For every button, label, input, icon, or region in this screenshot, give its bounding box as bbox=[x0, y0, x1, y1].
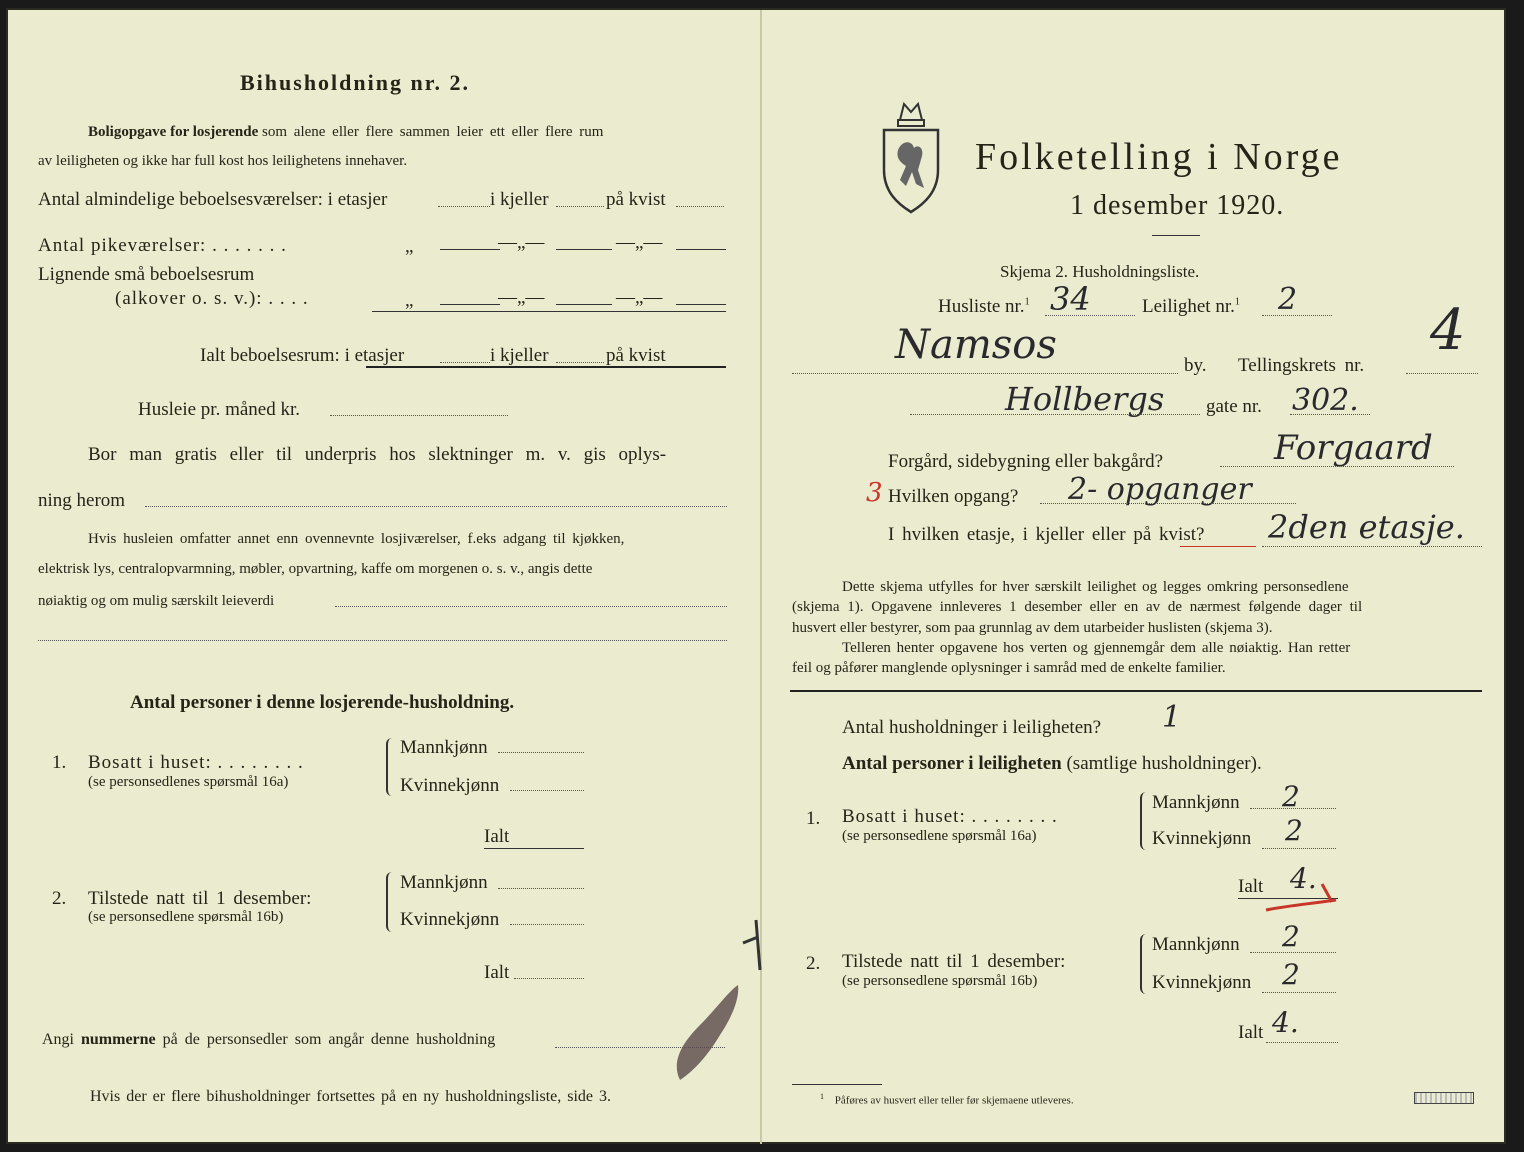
left-tilstede-sub: (se personsedlene spørsmål 16b) bbox=[88, 909, 284, 925]
right-bosatt-kvinne-label: Kvinnekjønn bbox=[1152, 828, 1252, 849]
pencil-mark bbox=[738, 915, 778, 975]
town-value[interactable]: Namsos bbox=[895, 322, 1057, 368]
footnote-line bbox=[820, 1092, 1074, 1107]
left-footer: Hvis der er flere bihusholdninger fortsettes på en ny husholdningsliste, side 3. bbox=[90, 1088, 612, 1105]
footnote-rule bbox=[792, 1084, 882, 1085]
pike-etasjer-field[interactable] bbox=[440, 249, 500, 250]
pike-ditto-dash-2: —„— bbox=[616, 232, 663, 253]
lignende-ditto: „ bbox=[405, 290, 414, 311]
left-bosatt-kvinne-field[interactable] bbox=[510, 790, 584, 791]
forgard-field bbox=[1220, 466, 1454, 467]
rooms-label: Antal almindelige beboelsesværelser: i etasjer bbox=[38, 189, 388, 210]
pike-label: Antal pikeværelser: . . . . . . . bbox=[38, 235, 287, 256]
leieverdi-field-2[interactable] bbox=[38, 640, 727, 641]
right-tilstede-brace bbox=[1140, 934, 1148, 994]
bor-line-2: ning herom bbox=[38, 490, 126, 511]
angi-bold: nummerne bbox=[81, 1031, 156, 1048]
printer-stamp-icon bbox=[1414, 1092, 1474, 1104]
leilighet-sup: 1 bbox=[1234, 296, 1240, 308]
coat-of-arms-icon bbox=[878, 100, 944, 216]
hush-value[interactable]: 1 bbox=[1162, 700, 1182, 735]
leilighet-field bbox=[1262, 315, 1332, 316]
right-bosatt-brace bbox=[1140, 792, 1148, 850]
right-bosatt-mann-value[interactable]: 2 bbox=[1282, 780, 1300, 813]
right-tilstede-ialt-field bbox=[1266, 1042, 1338, 1043]
left-tilstede-num: 2. bbox=[52, 888, 67, 909]
left-tilstede-ialt-label: Ialt bbox=[484, 962, 510, 983]
leilighet-value[interactable]: 2 bbox=[1278, 282, 1298, 317]
left-bosatt-mann-field[interactable] bbox=[498, 752, 584, 753]
street-value[interactable]: Hollbergs bbox=[1005, 380, 1165, 418]
husleie-field[interactable] bbox=[330, 415, 508, 416]
ialt-kvist-field[interactable] bbox=[366, 366, 726, 368]
right-tilstede-mann-field bbox=[1250, 952, 1336, 953]
rooms-kjeller-label: i kjeller bbox=[490, 189, 549, 210]
right-antal-bold: Antal personer i leiligheten bbox=[842, 753, 1062, 774]
right-tilstede-sub: (se personsedlene spørsmål 16b) bbox=[842, 973, 1038, 989]
opgang-label: Hvilken opgang? bbox=[888, 486, 1019, 507]
left-bosatt-brace bbox=[386, 738, 394, 796]
right-tilstede-mann-value[interactable]: 2 bbox=[1282, 920, 1300, 953]
husleie-label: Husleie pr. måned kr. bbox=[138, 399, 300, 420]
krets-field bbox=[1406, 373, 1478, 374]
paa-kvist-underline bbox=[1180, 546, 1256, 547]
rooms-kvist-label: på kvist bbox=[606, 189, 666, 210]
husliste-value[interactable]: 34 bbox=[1050, 280, 1091, 318]
ialt-kvist-label: på kvist bbox=[606, 345, 666, 366]
left-tilstede-mann-field[interactable] bbox=[498, 888, 584, 889]
left-tilstede-kvinne-field[interactable] bbox=[510, 924, 584, 925]
footnote-text: Påføres av husvert eller teller før skjemaene utleveres. bbox=[834, 1094, 1074, 1107]
gate-value[interactable]: 302. bbox=[1292, 383, 1359, 418]
right-date: 1 desember 1920. bbox=[1070, 190, 1285, 221]
bor-line-1: Bor man gratis eller til underpris hos slektninger m. v. gis oplys- bbox=[88, 444, 667, 465]
right-tilstede-num: 2. bbox=[806, 953, 821, 974]
ink-smudge bbox=[660, 980, 750, 1090]
info-line-1: Dette skjema utfylles for hver særskilt leilighet og legges omkring personsedlene bbox=[842, 579, 1349, 595]
leilighet-label bbox=[1142, 296, 1240, 318]
lignende-label-1: Lignende små beboelsesrum bbox=[38, 264, 255, 285]
ialt-kjeller-field[interactable] bbox=[556, 362, 604, 363]
ialt-rooms-label: Ialt beboelsesrum: i etasjer bbox=[200, 345, 405, 366]
right-bosatt-kvinne-value[interactable]: 2 bbox=[1285, 814, 1303, 847]
lignende-underline bbox=[372, 311, 726, 312]
husliste-label bbox=[938, 296, 1030, 318]
footnote-mark: 1 bbox=[820, 1092, 824, 1101]
pike-ditto: „ bbox=[405, 236, 414, 257]
left-bosatt-mann-label: Mannkjønn bbox=[400, 737, 488, 758]
info-line-4: Telleren henter opgavene hos verten og gjennemgår dem alle nøiaktig. Han retter bbox=[842, 640, 1351, 656]
lignende-kvist-field[interactable] bbox=[676, 304, 726, 305]
red-check-mark bbox=[1262, 880, 1342, 916]
left-bosatt-ialt-field[interactable] bbox=[484, 848, 584, 849]
info-line-2: (skjema 1). Opgavene innleveres 1 desember eller en av de nærmest følgende dager til bbox=[792, 599, 1363, 615]
left-tilstede-mann-label: Mannkjønn bbox=[400, 872, 488, 893]
hvis-line-3: nøiaktig og om mulig særskilt leieverdi bbox=[38, 593, 275, 609]
right-tilstede-kvinne-field bbox=[1262, 992, 1336, 993]
rooms-etasjer-field[interactable] bbox=[438, 206, 490, 207]
right-tilstede-ialt-label: Ialt bbox=[1238, 1022, 1264, 1043]
town-field bbox=[792, 373, 1178, 374]
right-bosatt-mann-label: Mannkjønn bbox=[1152, 792, 1240, 813]
pike-kvist-field[interactable] bbox=[676, 249, 726, 250]
right-antal-rest: (samtlige husholdninger). bbox=[1066, 753, 1262, 774]
pike-kjeller-field[interactable] bbox=[556, 249, 612, 250]
left-intro-line2: av leiligheten og ikke har full kost hos leilighetens innehaver. bbox=[38, 153, 408, 169]
right-tilstede-kvinne-value[interactable]: 2 bbox=[1282, 958, 1300, 991]
opgang-value[interactable]: 2- opganger bbox=[1068, 472, 1252, 507]
angi-pre: Angi bbox=[42, 1031, 74, 1048]
left-intro-rest: som alene eller flere sammen leier ett eller flere rum bbox=[262, 124, 604, 140]
leilighet-label-text: Leilighet nr. bbox=[1142, 296, 1235, 317]
bor-field[interactable] bbox=[145, 506, 727, 507]
left-bosatt-num: 1. bbox=[52, 752, 67, 773]
rooms-kjeller-field[interactable] bbox=[556, 206, 604, 207]
left-antal-heading: Antal personer i denne losjerende-husholdning. bbox=[130, 692, 515, 713]
lignende-label-2: (alkover o. s. v.): . . . . bbox=[115, 288, 309, 309]
opgang-mark: 3 bbox=[866, 478, 883, 508]
ialt-kjeller-label: i kjeller bbox=[490, 345, 549, 366]
gate-field bbox=[1290, 414, 1370, 415]
right-tilstede-label: Tilstede natt til 1 desember: bbox=[842, 951, 1066, 972]
left-bosatt-sub: (se personsedlenes spørsmål 16a) bbox=[88, 774, 289, 790]
angi-line bbox=[42, 1031, 495, 1049]
left-tilstede-brace bbox=[386, 872, 394, 932]
right-bosatt-kvinne-field bbox=[1262, 848, 1336, 849]
right-tilstede-kvinne-label: Kvinnekjønn bbox=[1152, 972, 1252, 993]
leieverdi-field[interactable] bbox=[335, 606, 727, 607]
info-line-5: feil og påfører manglende oplysninger i samråd med de enkelte familier. bbox=[792, 660, 1226, 676]
left-intro-bold: Boligopgave for losjerende bbox=[88, 124, 259, 140]
opgang-field bbox=[1040, 503, 1296, 504]
pike-ditto-dash-1: —„— bbox=[498, 232, 545, 253]
left-tilstede-ialt-field[interactable] bbox=[514, 978, 584, 979]
husliste-field bbox=[1045, 315, 1135, 316]
etasje-field bbox=[1262, 546, 1482, 547]
gate-label: gate nr. bbox=[1206, 396, 1262, 417]
right-divider bbox=[790, 690, 1482, 692]
hush-label: Antal husholdninger i leiligheten? bbox=[842, 717, 1102, 738]
lignende-etasjer-field[interactable] bbox=[440, 304, 500, 305]
right-bosatt-mann-field bbox=[1250, 808, 1336, 809]
right-bosatt-label: Bosatt i huset: . . . . . . . . bbox=[842, 806, 1058, 827]
left-tilstede-kvinne-label: Kvinnekjønn bbox=[400, 909, 500, 930]
angi-rest: på de personsedler som angår denne husholdning bbox=[162, 1031, 496, 1048]
left-bosatt-kvinne-label: Kvinnekjønn bbox=[400, 775, 500, 796]
husliste-sup: 1 bbox=[1024, 296, 1030, 308]
right-bosatt-ialt-label: Ialt bbox=[1238, 876, 1264, 897]
hvis-line-2: elektrisk lys, centralopvarmning, møbler, opvartning, kaffe om morgenen o. s. v., angis dette bbox=[38, 561, 593, 577]
etasje-label: I hvilken etasje, i kjeller eller på kvist? bbox=[888, 524, 1205, 545]
hvis-line-1: Hvis husleien omfatter annet enn ovennevnte losjiværelser, f.eks adgang til kjøkken, bbox=[88, 531, 625, 547]
krets-label: Tellingskrets nr. bbox=[1238, 355, 1365, 376]
street-field bbox=[910, 414, 1200, 415]
right-bosatt-sub: (se personsedlene spørsmål 16a) bbox=[842, 828, 1037, 844]
left-intro bbox=[88, 124, 603, 141]
title-rule bbox=[1152, 235, 1200, 236]
forgard-value[interactable]: Forgaard bbox=[1274, 428, 1433, 468]
ialt-etasjer-field[interactable] bbox=[440, 362, 490, 363]
krets-value[interactable]: 4 bbox=[1430, 298, 1466, 363]
lignende-ditto-dash-1: —„— bbox=[498, 287, 545, 308]
right-tilstede-mann-label: Mannkjønn bbox=[1152, 934, 1240, 955]
forgard-label: Forgård, sidebygning eller bakgård? bbox=[888, 451, 1164, 472]
right-tilstede-ialt-value[interactable]: 4. bbox=[1272, 1006, 1299, 1039]
rooms-kvist-field[interactable] bbox=[676, 206, 724, 207]
left-title: Bihusholdning nr. 2. bbox=[240, 70, 470, 95]
skjema-label: Skjema 2. Husholdningsliste. bbox=[1000, 262, 1200, 281]
left-bosatt-ialt-label: Ialt bbox=[484, 826, 510, 847]
info-line-3: husvert eller bestyrer, som paa grunnlag av dem utarbeider huslisten (skjema 3). bbox=[792, 620, 1273, 636]
right-bosatt-num: 1. bbox=[806, 808, 821, 829]
right-antal-line bbox=[842, 753, 1262, 775]
by-label: by. bbox=[1184, 355, 1207, 376]
etasje-value[interactable]: 2den etasje. bbox=[1268, 508, 1465, 546]
husliste-label-text: Husliste nr. bbox=[938, 296, 1025, 317]
left-bosatt-label: Bosatt i huset: . . . . . . . . bbox=[88, 752, 304, 773]
right-bosatt-ialt-value[interactable]: 4. bbox=[1290, 862, 1317, 895]
left-tilstede-label: Tilstede natt til 1 desember: bbox=[88, 888, 312, 909]
lignende-ditto-dash-2: —„— bbox=[616, 287, 663, 308]
right-title: Folketelling i Norge bbox=[975, 136, 1343, 178]
lignende-kjeller-field[interactable] bbox=[556, 304, 612, 305]
